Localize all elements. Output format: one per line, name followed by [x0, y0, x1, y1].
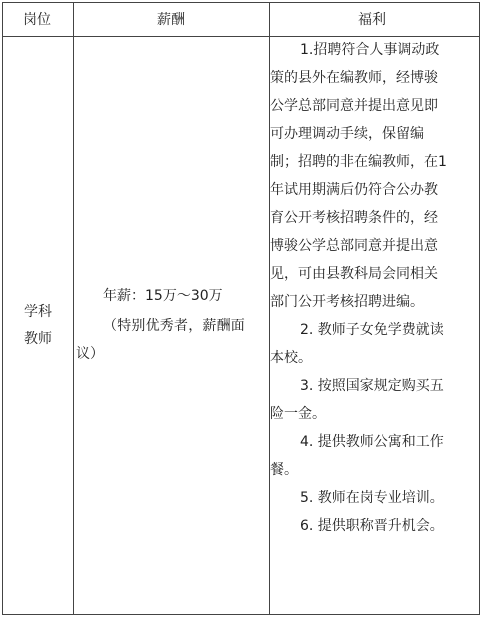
- benefit-line: 险一金。: [270, 406, 326, 422]
- benefit-line: 1.招聘符合人事调动政: [300, 42, 440, 58]
- benefit-line: 3. 按照国家规定购买五: [300, 378, 444, 394]
- salary-note-line1: （特别优秀者，薪酬面: [103, 318, 245, 334]
- header-salary: 薪酬: [157, 12, 185, 28]
- benefit-line: 5. 教师在岗专业培训。: [300, 490, 444, 506]
- table-border-right: [479, 2, 480, 615]
- benefit-line: 餐。: [270, 462, 298, 478]
- benefit-line: 部门公开考核招聘进编。: [270, 294, 424, 310]
- header-benefits: 福利: [358, 12, 386, 28]
- header-position: 岗位: [23, 12, 51, 28]
- benefit-line: 博骏公学总部同意并提出意: [270, 238, 438, 254]
- benefit-line: 2. 教师子女免学费就读: [300, 322, 444, 338]
- benefit-line: 年试用期满后仍符合公办教: [270, 182, 438, 198]
- benefit-line: 公学总部同意并提出意见即: [270, 98, 438, 114]
- table-border-left: [2, 2, 3, 615]
- benefit-line: 4. 提供教师公寓和工作: [300, 434, 444, 450]
- benefit-line: 本校。: [270, 350, 312, 366]
- benefit-line: 育公开考核招聘条件的，经: [270, 210, 438, 226]
- benefit-line: 6. 提供职称晋升机会。: [300, 518, 444, 534]
- benefit-line: 制；招聘的非在编教师，在1: [270, 154, 447, 170]
- position-label-line2: 教师: [24, 331, 52, 347]
- benefit-line: 策的县外在编教师，经博骏: [270, 70, 438, 86]
- benefit-line: 可办理调动手续，保留编: [270, 126, 424, 142]
- salary-note-line2: 议）: [76, 346, 104, 362]
- benefit-line: 见，可由县教科局会同相关: [270, 266, 438, 282]
- salary-range: 年薪：15万～30万: [103, 288, 223, 304]
- column-divider-1: [73, 2, 74, 615]
- position-label-line1: 学科: [24, 304, 52, 320]
